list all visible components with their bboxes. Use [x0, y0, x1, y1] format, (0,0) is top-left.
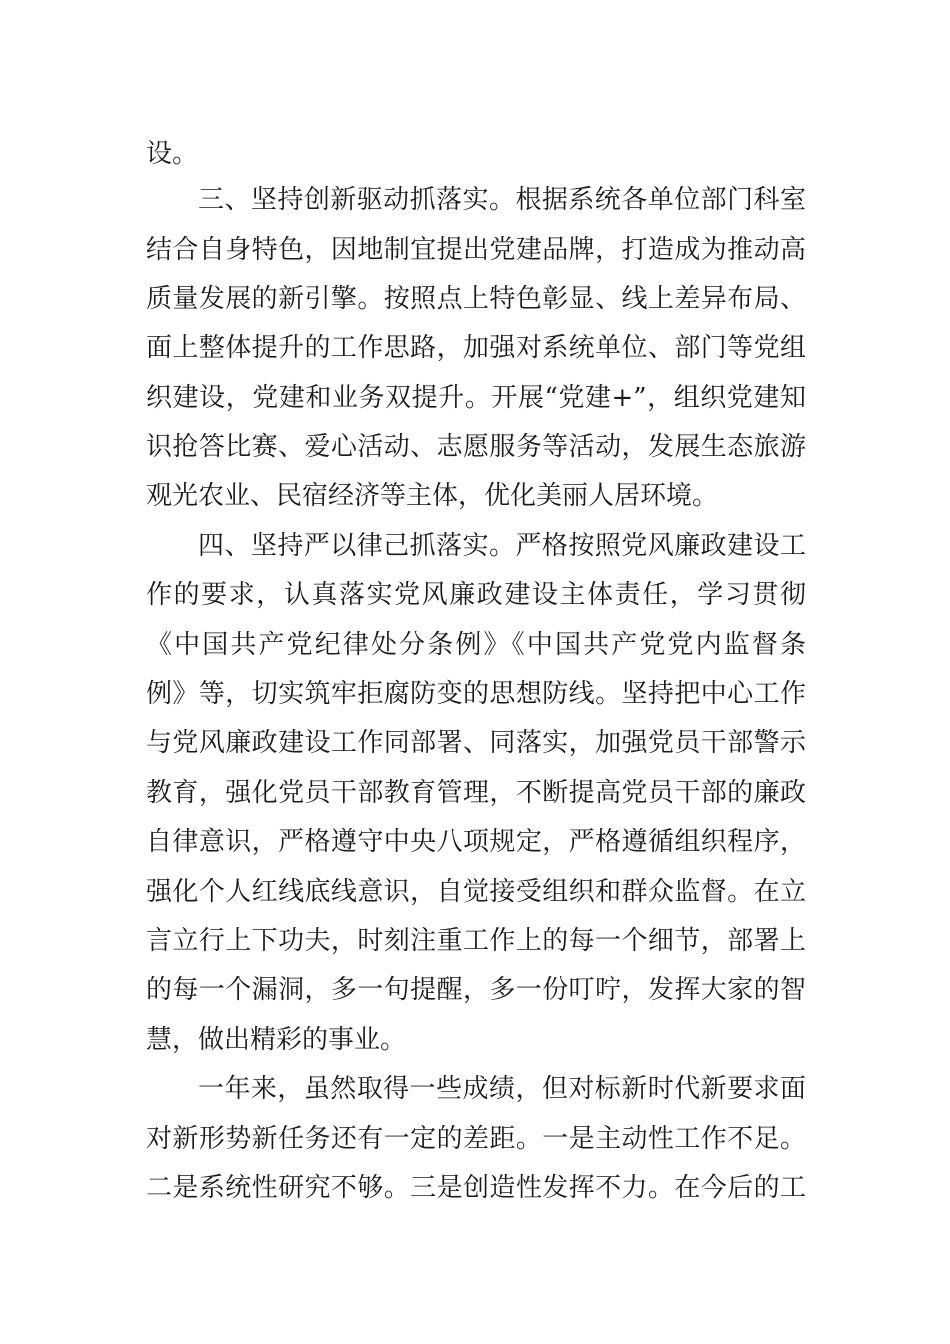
- text-line-18: 的每一个漏洞，多一句提醒，多一份叮咛，发挥大家的智: [146, 975, 806, 1005]
- text-line-1: 设。: [146, 139, 199, 169]
- text-line-5: 面上整体提升的工作思路，加强对系统单位、部门等党组: [146, 333, 806, 363]
- text-line-10: 作的要求，认真落实党风廉政建设主体责任，学习贯彻: [146, 580, 806, 610]
- text-line-9: 四、坚持严以律己抓落实。严格按照党风廉政建设工: [198, 531, 806, 561]
- text-line-4: 质量发展的新引擎。按照点上特色彰显、线上差异布局、: [146, 284, 806, 314]
- text-line-12: 例》等，切实筑牢拒腐防变的思想防线。坚持把中心工作: [146, 679, 806, 709]
- text-line-22: 二是系统性研究不够。三是创造性发挥不力。在今后的工: [146, 1173, 806, 1203]
- text-line-14: 教育，强化党员干部教育管理，不断提高党员干部的廉政: [146, 778, 806, 808]
- text-line-13: 与党风廉政建设工作同部署、同落实，加强党员干部警示: [146, 728, 806, 758]
- text-line-20: 一年来，虽然取得一些成绩，但对标新时代新要求面: [198, 1074, 806, 1104]
- text-line-21: 对新形势新任务还有一定的差距。一是主动性工作不足。: [146, 1124, 806, 1154]
- text-line-7: 识抢答比赛、爱心活动、志愿服务等活动，发展生态旅游: [146, 432, 806, 462]
- text-line-8: 观光农业、民宿经济等主体，优化美丽人居环境。: [146, 481, 719, 511]
- text-line-6: 织建设，党建和业务双提升。开展“党建+”，组织党建知: [146, 383, 806, 413]
- text-line-3: 结合自身特色，因地制宜提出党建品牌，打造成为推动高: [146, 235, 806, 265]
- text-line-19: 慧，做出精彩的事业。: [146, 1025, 407, 1055]
- text-line-11: 《中国共产党纪律处分条例》《中国共产党党内监督条: [146, 630, 806, 660]
- text-line-2: 三、坚持创新驱动抓落实。根据系统各单位部门科室: [198, 185, 806, 215]
- text-line-16: 强化个人红线底线意识，自觉接受组织和群众监督。在立: [146, 877, 806, 907]
- text-line-17: 言立行上下功夫，时刻注重工作上的每一个细节，部署上: [146, 926, 806, 956]
- text-line-15: 自律意识，严格遵守中央八项规定，严格遵循组织程序，: [146, 827, 806, 857]
